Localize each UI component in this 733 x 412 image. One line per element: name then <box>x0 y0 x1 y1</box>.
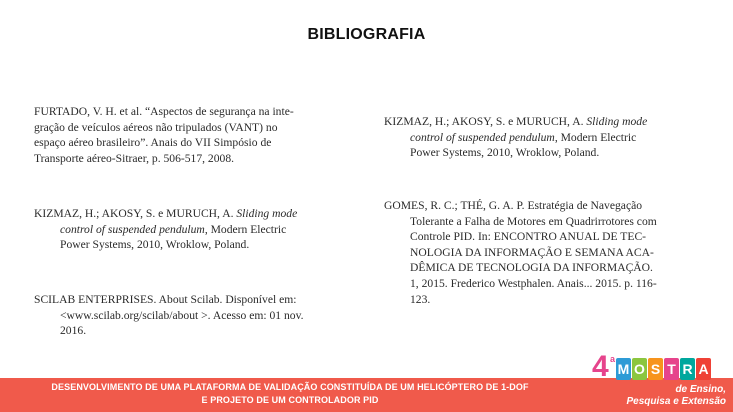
reference-title-italic: Sliding mode <box>586 115 648 128</box>
logo-subtitle: de Ensino, <box>675 384 726 395</box>
reference-publisher: , Modern Electric <box>204 222 287 236</box>
reference-line: 1, 2015. Frederico Westphalen. Anais... 2015. p. 116- <box>410 276 657 290</box>
reference-line: FURTADO, V. H. et al. “Aspectos de segurança na inte- <box>34 105 294 118</box>
logo-letter: O <box>632 358 647 380</box>
reference-line: Power Systems, 2010, Wroklow, Poland. <box>60 238 250 252</box>
reference-line: 2016. <box>60 324 87 338</box>
logo-letter: A <box>696 358 711 380</box>
reference-title-italic: control of suspended pendulum <box>60 222 205 236</box>
reference-line <box>34 206 297 222</box>
footer-title-line: DESENVOLVIMENTO DE UMA PLATAFORMA DE VALIDAÇÃO CONSTITUÍDA DE UM HELICÓPTERO DE 1-DOF <box>51 382 529 392</box>
reference-line: NOLOGIA DA INFORMAÇÃO E SEMANA ACA- <box>410 245 654 259</box>
footer-title <box>10 381 570 407</box>
mostra-logo <box>590 352 730 410</box>
reference-line <box>384 114 647 130</box>
logo-letter: T <box>664 358 679 380</box>
reference-gomes <box>384 198 657 307</box>
reference-line: <www.scilab.org/scilab/about >. Acesso em: 01 nov. <box>60 308 304 322</box>
reference-title-italic: Sliding mode <box>236 207 298 220</box>
page-title: BIBLIOGRAFIA <box>307 26 426 43</box>
reference-authors: KIZMAZ, H.; AKOSY, S. e MURUCH, A. <box>384 115 587 128</box>
logo-subtitle: Pesquisa e Extensão <box>626 396 726 407</box>
reference-line: Transporte aéreo-Sitraer, p. 506-517, 2008. <box>34 151 235 165</box>
reference-line: Controle PID. In: ENCONTRO ANUAL DE TEC- <box>410 230 647 244</box>
logo-number: 4 <box>592 350 609 383</box>
logo-letter: S <box>648 358 663 380</box>
reference-scilab <box>34 292 304 339</box>
reference-line: GOMES, R. C.; THÉ, G. A. P. Estratégia de Navegação <box>384 199 643 212</box>
reference-kizmaz-right <box>384 114 647 161</box>
logo-letter: M <box>616 358 631 380</box>
reference-kizmaz-left <box>34 206 297 253</box>
reference-authors: KIZMAZ, H.; AKOSY, S. e MURUCH, A. <box>34 207 237 220</box>
reference-line <box>384 130 647 146</box>
reference-title-italic: control of suspended pendulum <box>410 130 555 144</box>
reference-line <box>34 222 297 238</box>
reference-publisher: , Modern Electric <box>554 130 637 144</box>
reference-line: gração de veículos aéreos não tripulados (VANT) no <box>34 120 278 134</box>
reference-furtado <box>34 104 294 166</box>
reference-line: espaço aéreo brasileiro”. Anais do VII Simpósio de <box>34 136 272 150</box>
logo-letters <box>616 358 711 380</box>
logo-ordinal: a <box>610 354 616 364</box>
reference-line: Tolerante a Falha de Motores em Quadrirrotores com <box>410 214 657 228</box>
reference-line: SCILAB ENTERPRISES. About Scilab. Disponível em: <box>34 293 297 306</box>
reference-line: 123. <box>410 292 431 306</box>
reference-line: DÊMICA DE TECNOLOGIA DA INFORMAÇÃO. <box>410 261 653 275</box>
footer-title-line: E PROJETO DE UM CONTROLADOR PID <box>201 395 379 405</box>
reference-line: Power Systems, 2010, Wroklow, Poland. <box>410 146 600 160</box>
logo-letter: R <box>680 358 695 380</box>
